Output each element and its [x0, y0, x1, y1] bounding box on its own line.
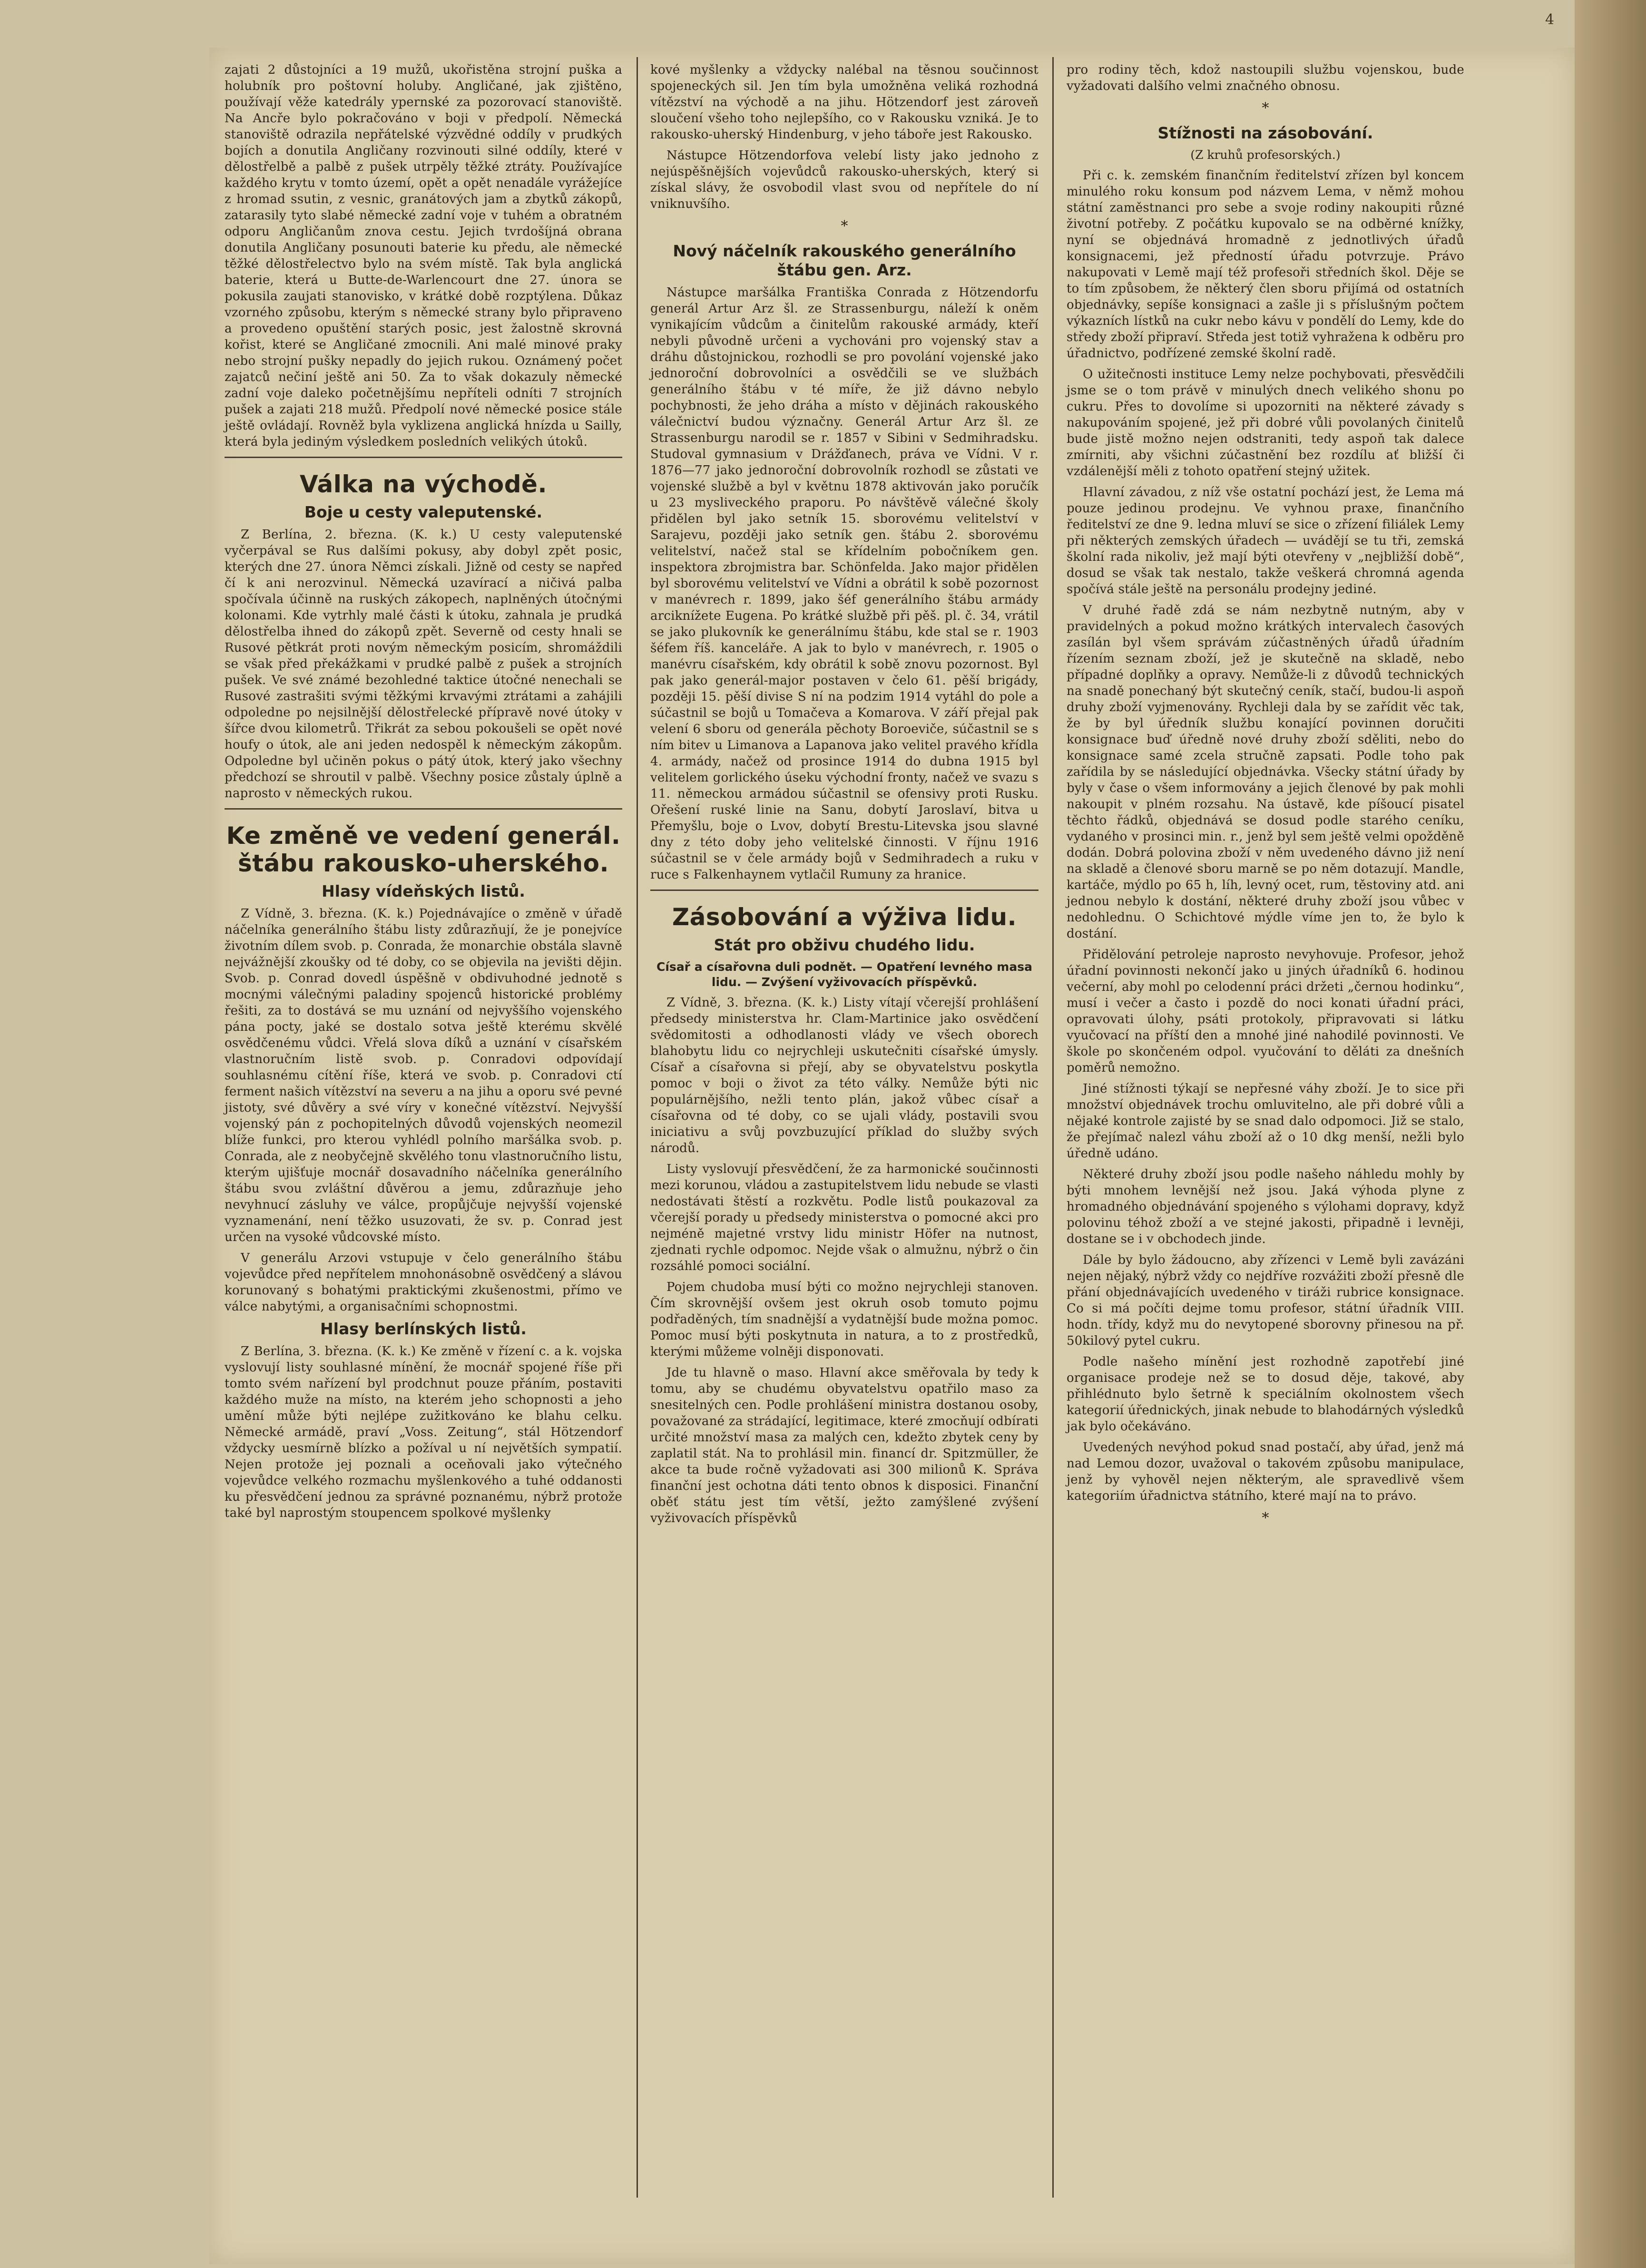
- column-rule: [1052, 57, 1054, 2198]
- article-paragraph: Listy vyslovují přesvědčení, že za harmonické součinnosti mezi korunou, vládou a zastupitelstvem lidu nebude se vlasti nedostávati štěstí a rozkvětu. Podle listů poukazoval za včerejší porady u předsedy ministerstva o pomocné akci pro nejméně majetné vrstvy lidu ministr Höfer na nutnost, zjednati rychle odpomoc. Nejde však o almužnu, nýbrž o čin rozsáhlé pomoci sociální.: [650, 1162, 1039, 1273]
- article-paragraph: Dále by bylo žádoucno, aby zřízenci v Lemě byli zavázáni nejen nějaký, nýbrž vždy co nejdříve rozvážiti zboží přesně dle přání objednávajících uvedeného v tiráži rubrice konsignace. Co si má počíti dejme tomu profesor, státní úřadník VIII. hodn. třídy, když mu do nevytopené sborovny přinesou na př. 50kilový pytel cukru.: [1067, 1253, 1464, 1348]
- subheading-boje: Boje u cesty valeputenské.: [304, 503, 543, 521]
- article-paragraph: Podle našeho mínění jest rozhodně zapotřebí jiné organisace prodeje než se to dosud děje, takové, aby přihlédnuto bylo šetrně k speciálním okolnostem všech kategorií úřednických, jinak nebude to blahodárných výsledků jak bylo očekáváno.: [1067, 1355, 1464, 1434]
- article-paragraph: Přidělování petroleje naprosto nevyhovuje. Profesor, jehož úřadní povinnosti nekončí jako u jiných úřadníků 6. hodinou večerní, aby mohl po celodenní práci držeti „černou hodinku“, musí i večer a často i pozdě do noci konati úřadní práci, opravovati úlohy, psáti protokoly, připravovati si látku vyučovací na příští den a mnohé jiné nahodilé povinnosti. Ve škole po skončeném odpol. vyučování to děláti za dnešních poměrů nemožno.: [1067, 948, 1464, 1075]
- headline-zmena-generalniho-stabu: Ke změně ve vedení generál. štábu rakousko-uherského.: [226, 822, 621, 877]
- headline-valka-na-vychode: Válka na východě.: [300, 470, 547, 498]
- article-paragraph: Z Vídně, 3. března. (K. k.) Pojednávajíce o změně v úřadě náčelníka generálního štábu listy zdůrazňují, že je ponejvíce životním dílem svob. p. Conrada, že monarchie obstála slavně nejvážnější zkoušky od té doby, co se objevila na jevišti dějin. Svob. p. Conrad dovedl úspěšně v obdivuhodné jednotě s mocnými válečnými paladiny spojenců historické problémy řešiti, za to dostává se mu uznání od nejvyššího vojenského pána pocty, jaké se dostalo sotva ještě kterému skvělé osvědčenému vůdci. Vřelá slova díků a uznání v císařském vlastnoručním listě svob. p. Conradovi odpovídají souhlasnému cítění říše, která ve svob. p. Conradovi ctí ferment našich vítězství na severu a na jihu a oporu své pevné jistoty, své důvěry a své víry v konečné vítězství. Nejvyšší vojenský pán z pochopitelných důvodů vojenských neomezil blíže funkci, pro kterou vyhlédl polního maršálka svob. p. Conrada, ale z neobyčejně skvělého tonu vlastnoručního listu, kterým ujišťuje mocnář dosavadního náčelníka generálního štábu svou zvláštní důvěrou a jemu, zdůrazňuje jeho nevyhnucí zásluhy ve válce, propůjčuje nejvyšší vojenské vyznamenání, není těžko usuzovati, že sv. p. Conrad jest určen na vysoké vůdcovské místo.: [225, 907, 622, 1244]
- column-rule: [637, 57, 638, 2198]
- article-paragraph: Při c. k. zemském finančním ředitelství zřízen byl koncem minulého roku konsum pod názvem Lema, v němž mohou státní zaměstnanci pro sebe a svoje rodiny nakoupiti různé životní potřeby. Z počátku kupovalo se na odběrné knížky, nyní se objednává hromadně z jednotlivých úřadů konsignacemi, jež předností úřadu potvrzuje. Právo nakupovati v Lemě mají též profesoři středních škol. Děje se to tím způsobem, že některý člen sboru přijímá od ostatních objednávky, sepíše konsignaci a zašle ji s příslušným počtem výkazních lístků na cukr nebo kávu v pondělí do Lemy, kde do středy zboží připraví. Středa jest totiž vyhražena k odběru pro úřadnictvo, podřízené zemské školní radě.: [1067, 168, 1464, 361]
- article-paragraph: Jde tu hlavně o maso. Hlavní akce směřovala by tedy k tomu, aby se chudému obyvatelstvu opatřilo maso za snesitelných cen. Podle prohlášení ministra dostanou osoby, považované za strádající, legitimace, které zmocňují odbírati určité množství masa za malých cen, kdežto zbytek ceny by zaplatil stát. Na to prohlásil min. financí dr. Spitzmüller, že akce ta bude ročně vyžadovati asi 300 milionů K. Správa finanční jest ochotna dáti tento obnos k disposici. Finanční oběť státu jest tím větší, ježto zamýšlené zvýšení vyživovacích příspěvků: [650, 1366, 1039, 1525]
- column-1: [214, 62, 633, 2198]
- article-deck: Císař a císařovna duli podnět. — Opatření levného masa lidu. — Zvýšení vyživovacích příspěvků.: [656, 960, 1032, 989]
- headline-novy-nacelnik: Nový náčelník rakouského generálního štábu gen. Arz.: [673, 242, 1016, 279]
- article-paragraph: O užitečnosti instituce Lemy nelze pochybovati, přesvědčili jsme se o tom právě v minulých dnech velikého shonu po cukru. Přes to dovolíme si upozorniti na některé závady s nakupováním spojené, jež při dobré vůli povolaných činitelů bude jistě možno nejen odstraniti, tedy aspoň tak dalece zmírniti, aby všichni zúčastnění bez rozdílu ať bližší či vzdálenější měli z tohoto opatření stejný užitek.: [1067, 367, 1464, 479]
- article-paragraph: Z Berlína, 3. března. (K. k.) Ke změně v řízení c. a k. vojska vyslovují listy souhlasné mínění, že mocnář spojené říše při tomto svém nařízení byl prodchnut pouze přáním, postaviti každého muže na místo, na kterém jeho schopnosti a jeho umění může býti nejlépe zužitkováno ke blahu celku. Německé armádě, praví „Voss. Zeitung“, stál Hötzendorf vždycky uesmírně blízko a požíval u ní největších sympatií. Nejen protože jej poznali a oceňovali jako výtečného vojevůdce velkého rozmachu myšlenkového a tuhé oddanosti ku přesvědčení jednou za správné poznanému, nýbrž protože také byl naprostým stoupencem spolkové myšlenky: [225, 1344, 622, 1520]
- article-paragraph: Uvedených nevýhod pokud snad postačí, aby úřad, jenž má nad Lemou dozor, uvažoval o takovém způsobu manipulace, jenž by vyhověl nejen některým, ale spravedlivě všem kategoriím úřadnictva státního, které mají na to právo.: [1067, 1440, 1464, 1503]
- article-paragraph: kové myšlenky a vždycky nalébal na těsnou součinnost spojeneckých sil. Jen tím byla umožněna veliká rozhodná vítězství na východě a na jihu. Hötzendorf jest zároveň sloučení všeho toho nejlepšího, co v Rakousku vzniká. Je to rakousko-uherský Hindenburg, v jeho táboře jest Rakousko.: [650, 63, 1039, 142]
- article-paragraph: Jiné stížnosti týkají se nepřesné váhy zboží. Je to sice při množství objednávek trochu omluvitelno, ale při dobré vůli a nějaké kontrole zajisté by se snad dalo odpomoci. Již se stalo, že přejímač nalezl váhu zboží až o 10 dkg menší, nežli bylo úředně udáno.: [1067, 1082, 1464, 1161]
- column-3: [1056, 62, 1475, 2198]
- section-star: *: [1262, 100, 1269, 117]
- article-paragraph: Nástupce maršálka Františka Conrada z Hötzendorfu generál Artur Arz šl. ze Strassenburgu, náleží k oněm vynikajícím vůdcům a činitelům rakouské armády, kteří nebyli původně určeni a vychováni pro vojenský stav a dráhu důstojnickou, rozhodli se pro povolání vojenské jako jednoroční dobrovolníci a osvědčili se ve službách generálního štábu v té míře, že již dávno nebylo pochybnosti, že jeho dráha a místo v dějinách rakouského válečnictví budou význačny. Generál Artur Arz šl. ze Strassenburgu narodil se r. 1857 v Sibini v Sedmihradsku. Studoval gymnasium v Drážďanech, práva ve Vídni. V r. 1876—77 jako jednoroční dobrovolník rozhodl se zůstati ve vojenské službě a byl v květnu 1878 aktivován jako poručík u 23 mysliveckého praporu. Po návštěvě válečné školy přidělen byl jako setník 15. sborovému velitelství v Sarajevu, později jako setník gen. štábu 2. sborovému velitelství, načež stal se křídelním pobočníkem gen. inspektora zbrojmistra bar. Schönfelda. Jako major přidělen byl sborovému velitelství ve Vídni a obrátil k sobě pozornost v manévrech r. 1899, jako šéf generálního štábu armády arciknížete Eugena. Po krátké službě při pěš. pl. č. 34, vrátil se jako plukovník ke generálnímu štábu, kde stal se r. 1903 šéfem říš. kanceláře. A jak to bylo v manévrech, r. 1905 o manévru císařském, kdy obrátil k sobě znovu pozornost. Byl pak jako generál-major postaven v čelo 61. pěší brigády, později 15. pěší divise S ní na podzim 1914 vytáhl do pole a súčastnil se bojů u Tomačeva a Komarova. V září přejal pak velení 6 sboru od generála pěchoty Boroeviče, súčastnil se s ním bitev u Limanova a Lapanova jako velitel pravého křídla 4. armády, načež od prosince 1914 do dubna 1915 byl velitelem gorlického úseku východní fronty, načež ve svazu s 11. německou armádou súčastnil se ofensivy proti Rusku. Ořešení ruské linie na Sanu, dobytí Jaroslaví, bitva u Přemyšlu, boje o Lvov, dobytí Brestu-Litevska jsou slavné dny z této doby jeho velitelské činnosti. V říjnu 1916 súčastnil se v čele armády bojů v Sedmihradech a ruku v ruce s Falkenhaynem vytlačil Rumuny za hranice.: [650, 285, 1039, 882]
- subheading-stat-pro-obzivu: Stát pro obživu chudého lidu.: [714, 936, 975, 954]
- article-paragraph: V generálu Arzovi vstupuje v čelo generálního štábu vojevůdce před nepřítelem mnohonásobně osvědčený a slávou korunovaný s bohatými praktickými zkušenostmi, přímo ve válce nabytými, a organisačními schopnostmi.: [225, 1251, 622, 1314]
- article-paragraph: Z Berlína, 2. března. (K. k.) U cesty valeputenské vyčerpával se Rus dalšími pokusy, aby dobyl zpět posic, kterých dne 27. února Němci získali. Jižně od cesty se napřed čí k ani nerozvinul. Německá uzavírací a ničivá palba spočívala účinně na ruských zákopech, naplněných útočnými kolonami. Kde vytrhly malé části k útoku, zahnala je prudká dělostřelba ihned do zákopů zpět. Severně od cesty hnali se Rusové pětkrát proti novým německým posicím, shromáždili se však před překážkami v prudké palbě z pušek a strojních pušek. Ve své známé bezohledné taktice útočné nenechali se Rusové zastrašiti svými těžkými krvavými ztrátami a zahájili odpoledne po nejsilnější dělostřelecké přípravě nové útoky v šířce dvou kilometrů. Třikrát za sebou pokoušeli se opět nové houfy o útok, ale ani jeden nedospěl k německým zákopům. Odpoledne byl učiněn pokus o pátý útok, který jako všechny předchozí se shroutil v palbě. Všechny posice zůstaly úplně a naprosto v německých rukou.: [225, 528, 622, 801]
- page-edge: [1575, 0, 1646, 2268]
- column-2: [640, 62, 1049, 2198]
- article-divider: [650, 890, 1039, 891]
- headline-zasobovani: Zásobování a výživa lidu.: [672, 903, 1017, 931]
- article-paragraph: Hlavní závadou, z níž vše ostatní pochází jest, že Lema má pouze jedinou prodejnu. Ve vyhnou praxe, finančního ředitelství ze dne 9. ledna mluví se sice o zřízení filiálek Lemy při některých zemských úřadech — uvádějí se tu tři, zemská školní rada nikoliv, jež mají býti otevřeny v „nejbližší době“, dosud se však tak nestalo, takže veškerá chromná agenda spočívá stále ještě na personálu prodejny jediné.: [1067, 485, 1464, 596]
- article-paragraph: Některé druhy zboží jsou podle našeho náhledu mohly by býti mnohem levnější než jsou. Jaká výhoda plyne z hromadného objednávání spojeného s výlohami dopravy, když polovinu téhož zboží a ve stejné jakosti, připadně i levněji, dostane se i v obchodech jinde.: [1067, 1167, 1464, 1246]
- subheading-hlasy-videnskych: Hlasy vídeňských listů.: [322, 882, 525, 900]
- article-paragraph: pro rodiny těch, kdož nastoupili službu vojenskou, bude vyžadovati dalšího velmi značného obnosu.: [1067, 63, 1464, 93]
- article-paragraph: Nástupce Hötzendorfova velebí listy jako jednoho z nejúspěšnějších vojevůdců rakousko-uherských, který si získal slávy, že osvobodil vlast svou od nepřítele do ní vniknuvšího.: [650, 148, 1039, 211]
- section-star: *: [1262, 1510, 1269, 1526]
- headline-stiznosti: Stížnosti na zásobování.: [1157, 124, 1373, 142]
- article-paragraph: Z Vídně, 3. března. (K. k.) Listy vítají včerejší prohlášení předsedy ministerstva hr. Clam-Martinice jako osvědčení svědomitosti a odhodlanosti vlády ve všech oborech blahobytu lidu co nejrychleji uskutečniti císařské úmysly. Císař a císařovna si přejí, aby se obyvatelstvu poskytla pomoc v boji o život za této války. Nemůže býti nic populárnějšího, nežli tento plán, jakož vůbec císař a císařovna od té doby, co se ujali vlády, postavili svou iniciativu a svůj povzbuzující příklad do služby svých národů.: [650, 996, 1039, 1155]
- article-divider: [225, 808, 622, 810]
- article-paragraph: zajati 2 důstojníci a 19 mužů, ukořistěna strojní puška a holubník pro poštovní holuby. Angličané, jak zjištěno, používají věže katedrály ypernské za pozorovací stanoviště. Na Ancře bylo pokračováno v boji v předpolí. Německá stanoviště odrazila nepřátelské výzvědné oddíly v prudkých bojích a donutila Angličany rozvinouti silné oddíly, které v dělostřelbě a palbě z pušek utrpěly těžké ztráty. Používajíce každého krytu v tomto území, opět a opět nenadále vyrážejíce z hromad ssutin, z vesnic, granátových jam a zbytků zákopů, zatarasily tyto slabé německé zadní voje v tuhém a obratném odporu Angličanům znova cestu. Jejich tvrdošíjná obrana donutila Angličany posunouti baterie ku předu, ale německé těžké dělostřelectvo bylo na svém místě. Tak byla anglická baterie, která u Butte-de-Warlencourt dne 27. února se pokusila zaujati stanovisko, v krátké době rozptýlena. Důkaz vzorného způsobu, kterým s německé strany bylo připraveno a provedeno opuštění starých posic, jest žalostně skrovná kořist, které se Angličané zmocnili. Ani malé minové praky nebo strojní pušky nepadly do jejich rukou. Oznámený počet zajatců nečiní ještě ani 50. Za to však dokazuly německé zadní voje daleko početnějšímu nepříteli odníti 7 strojních pušek a zajati 218 mužů. Předpolí nové německé posice stále ještě ovládají. Rovněž byla vyklizena anglická hnízda u Sailly, která byla jediným výsledkem posledních velikých útoků.: [225, 63, 622, 449]
- section-star: *: [841, 218, 848, 235]
- article-divider: [225, 457, 622, 458]
- article-paragraph: V druhé řadě zdá se nám nezbytně nutným, aby v pravidelných a pokud možno krátkých intervalech časových zasílán byl všem správám zúčastněných úřadů úřadním řízením seznam zboží, jež je skutečně na skladě, nebo případné doplňky a opravy. Nemůže-li z důvodů technických na snadě ponechaný být skutečný ceník, stačí, budou-li aspoň druhy zboží vyjmenovány. Rychleji dala by se zařídit věc tak, že by byl úředník službu konající povinnen doručiti konsignace buď úředně nové druhy zboží sděliti, nebo do konsignace samé zcela stručně zapsati. Podle toho pak zařídila by se následující objednávka. Všecky státní úřady by byly v čase o všem informovány a jejich členové by pak mohli nakoupit v plném rozsahu. Na ústavě, kde píšoucí pisatel těchto řádků, objednává se dosud podle starého ceníku, vydaného v prosinci min. r., jenž byl sem ještě velmi opožděně dodán. Dobrá polovina zboží v něm uvedeného dávno již není na skladě a členové sboru marně se po něm dotazují. Mandle, kartáče, mýdlo po 65 h, líh, levný ocet, rum, těstoviny atd. ani jednou nebylo k dostání, některé druhy zboží jsou vůbec v nedohlednu. O Schichtové mýdle víme jen to, že bylo k dostání.: [1067, 603, 1464, 941]
- article-paragraph: Pojem chudoba musí býti co možno nejrychleji stanoven. Čím skrovnější ovšem jest okruh osob tomuto pojmu podřaděných, tím snadnější a vydatnější bude možna pomoc. Pomoc musí býti poskytnuta in natura, a to z prostředků, kterými můžeme volněji disponovati.: [650, 1280, 1039, 1359]
- subheading-kruhu: (Z kruhů profesorských.): [1190, 148, 1341, 162]
- subheading-hlasy-berlinskych: Hlasy berlínských listů.: [320, 1320, 527, 1338]
- page-number: 4: [1545, 11, 1555, 28]
